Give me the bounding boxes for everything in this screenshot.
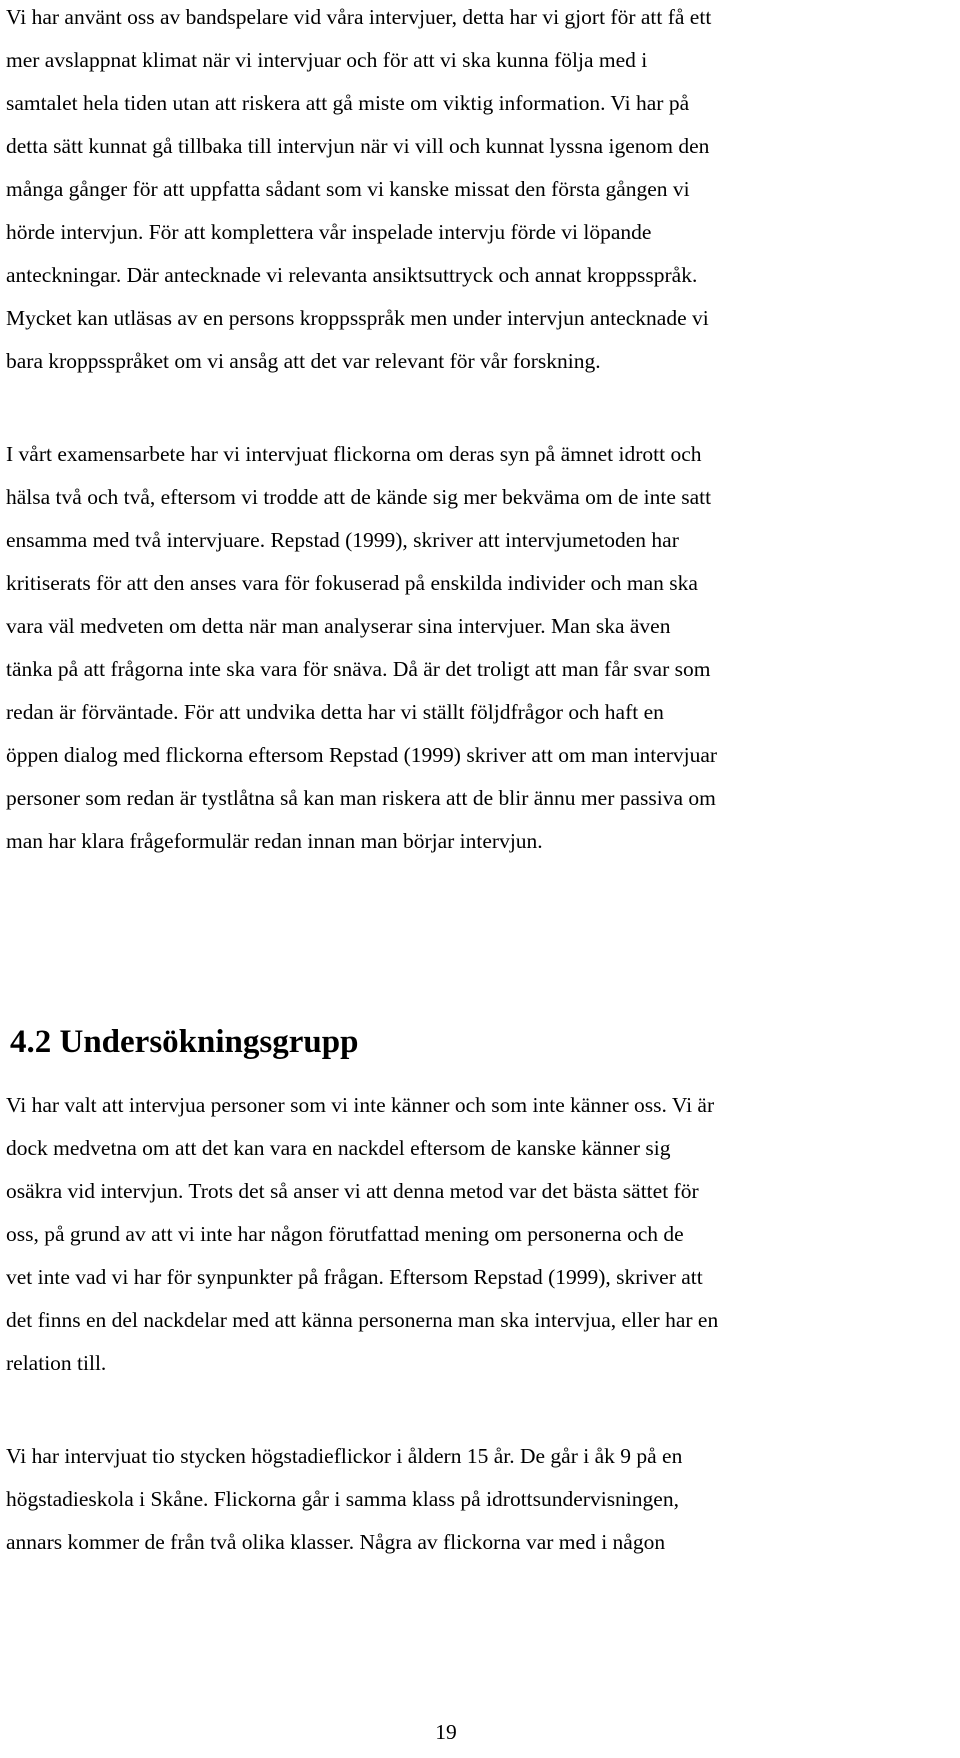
text-line: det finns en del nackdelar med att känna personerna man ska intervjua, eller har en [6,1308,719,1332]
text-line: bara kroppsspråket om vi ansåg att det var relevant för vår forskning. [6,349,601,373]
text-line: kritiserats för att den anses vara för fokuserad på enskilda individer och man ska [6,571,698,595]
text-line: ensamma med två intervjuare. Repstad (1999), skriver att intervjumetoden har [6,528,679,552]
text-line: Vi har använt oss av bandspelare vid våra intervjuer, detta har vi gjort för att få ett [6,5,712,29]
text-line: man har klara frågeformulär redan innan man börjar intervjun. [6,829,543,853]
text-line: många gånger för att uppfatta sådant som vi kanske missat den första gången vi [6,177,690,201]
text-line: annars kommer de från två olika klasser. Några av flickorna var med i någon [6,1530,666,1554]
text-line: Vi har valt att intervjua personer som vi inte känner och som inte känner oss. Vi är [6,1093,715,1117]
text-line: oss, på grund av att vi inte har någon förutfattad mening om personerna och de [6,1222,684,1246]
text-line: vara väl medveten om detta när man analyserar sina intervjuer. Man ska även [6,614,671,638]
text-line: redan är förväntade. För att undvika detta har vi ställt följdfrågor och haft en [6,700,664,724]
text-line: Mycket kan utläsas av en persons kroppsspråk men under intervjun antecknade vi [6,306,709,330]
text-line: anteckningar. Där antecknade vi relevanta ansiktsuttryck och annat kroppsspråk. [6,263,698,287]
text-line: samtalet hela tiden utan att riskera att gå miste om viktig information. Vi har på [6,91,690,115]
text-line: osäkra vid intervjun. Trots det så anser vi att denna metod var det bästa sättet för [6,1179,699,1203]
page-number: 19 [435,1720,457,1744]
text-line: tänka på att frågorna inte ska vara för snäva. Då är det troligt att man får svar som [6,657,711,681]
text-line: mer avslappnat klimat när vi intervjuar och för att vi ska kunna följa med i [6,48,648,72]
text-line: I vårt examensarbete har vi intervjuat flickorna om deras syn på ämnet idrott och [6,442,702,466]
text-line: vet inte vad vi har för synpunkter på frågan. Eftersom Repstad (1999), skriver att [6,1265,703,1289]
text-line: öppen dialog med flickorna eftersom Repstad (1999) skriver att om man intervjuar [6,743,718,767]
text-line: dock medvetna om att det kan vara en nackdel eftersom de kanske känner sig [6,1136,671,1160]
text-line: hörde intervjun. För att komplettera vår inspelade intervju förde vi löpande [6,220,652,244]
section-heading: 4.2 Undersökningsgrupp [10,1024,359,1060]
text-line: detta sätt kunnat gå tillbaka till intervjun när vi vill och kunnat lyssna igenom den [6,134,710,158]
text-line: relation till. [6,1351,107,1375]
text-line: högstadieskola i Skåne. Flickorna går i samma klass på idrottsundervisningen, [6,1487,679,1511]
text-line: Vi har intervjuat tio stycken högstadieflickor i åldern 15 år. De går i åk 9 på en [6,1444,683,1468]
text-line: hälsa två och två, eftersom vi trodde att de kände sig mer bekväma om de inte satt [6,485,712,509]
text-line: personer som redan är tystlåtna så kan man riskera att de blir ännu mer passiva om [6,786,716,810]
